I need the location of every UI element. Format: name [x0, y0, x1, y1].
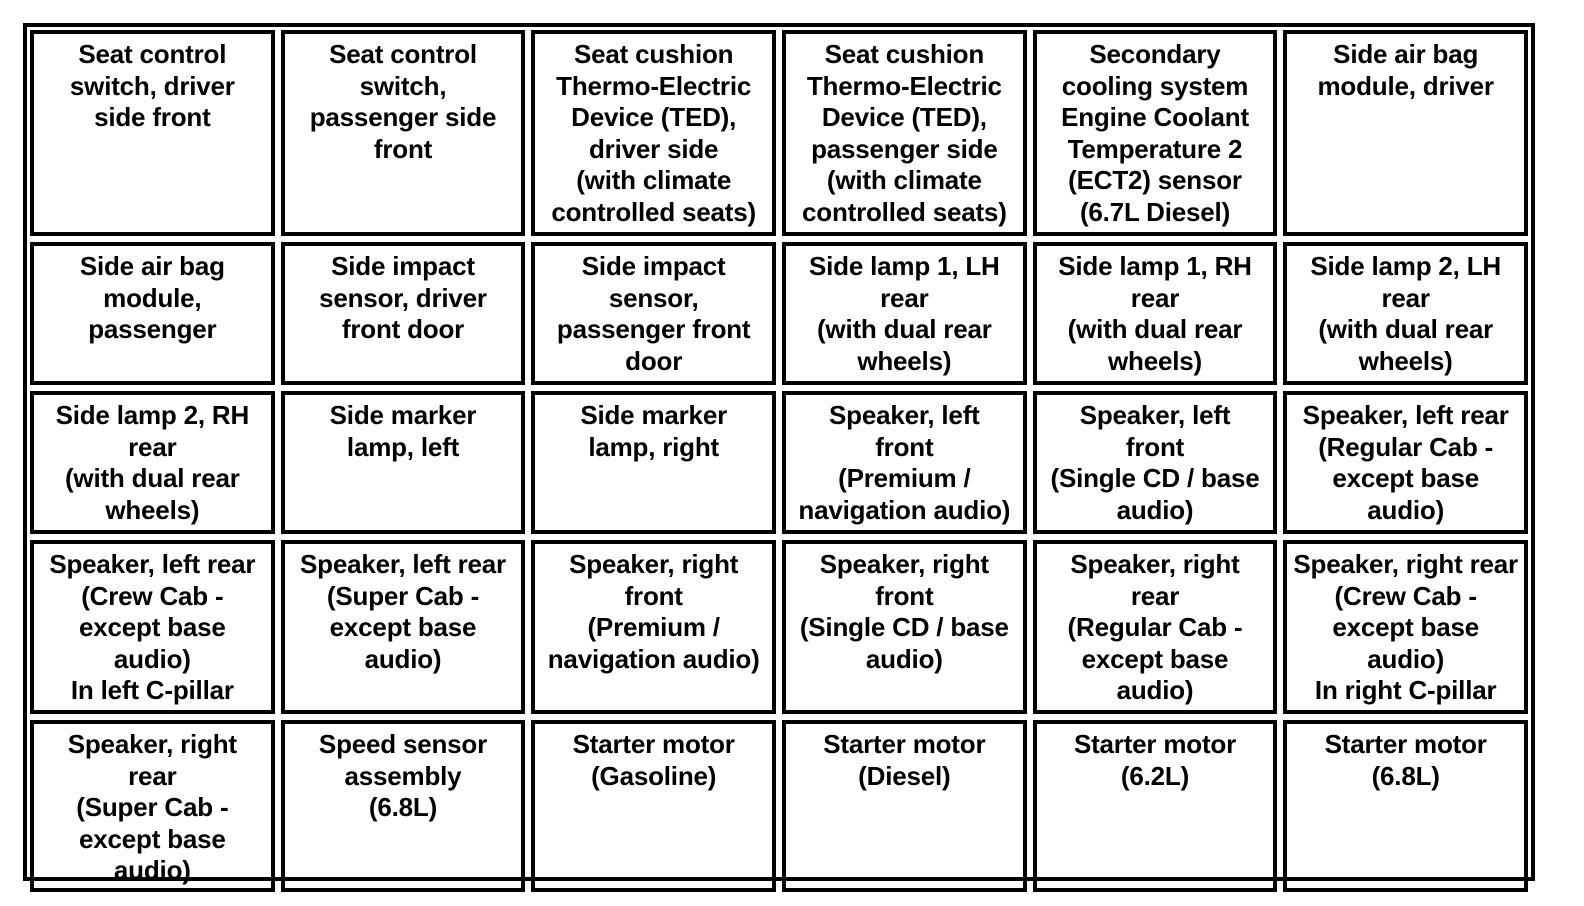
table-cell: [531, 720, 776, 892]
cell-label: Speaker, left rear (Regular Cab - except base audio): [1302, 400, 1509, 525]
cell-label: Side impact sensor, driver front door: [319, 251, 487, 344]
cell-label: Side impact sensor, passenger front door: [556, 251, 751, 376]
table-cell: [1283, 391, 1528, 534]
table-cell: [782, 30, 1027, 236]
table-cell: [281, 30, 526, 236]
table-cell: [531, 540, 776, 714]
table-cell: [1033, 30, 1278, 236]
table-cell: [782, 391, 1027, 534]
cell-label: Seat control switch, driver side front: [69, 39, 235, 132]
cell-label: Starter motor (6.2L): [1073, 729, 1237, 791]
cell-label: Speed sensor assembly (6.8L): [318, 729, 488, 822]
cell-label: Side lamp 2, RH rear (with dual rear wheels): [55, 400, 250, 525]
table-cell: [1283, 540, 1528, 714]
cell-label: Speaker, right rear (Super Cab - except base audio): [67, 729, 237, 885]
table-cell: [1033, 242, 1278, 385]
cell-label: Speaker, right front (Single CD / base audio): [799, 549, 1009, 674]
cell-label: Side air bag module, driver: [1317, 39, 1494, 101]
cell-label: Side lamp 2, LH rear (with dual rear wheels): [1310, 251, 1501, 376]
table-cell: [1283, 30, 1528, 236]
table-cell: [782, 242, 1027, 385]
cell-label: Seat control switch, passenger side front: [309, 39, 497, 164]
table-cell: [531, 242, 776, 385]
cell-label: Seat cushion Thermo-Electric Device (TED), passenger side (with climate controlled seats): [802, 39, 1007, 227]
table-cell: [782, 720, 1027, 892]
cell-label: Secondary cooling system Engine Coolant Temperature 2 (ECT2) sensor (6.7L Diesel): [1061, 39, 1249, 227]
table-cell: [30, 242, 275, 385]
table-cell: [1283, 242, 1528, 385]
table-cell: [281, 540, 526, 714]
cell-label: Side lamp 1, RH rear (with dual rear wheels): [1058, 251, 1252, 376]
cell-label: Side lamp 1, LH rear (with dual rear wheels): [809, 251, 1000, 376]
table-cell: [1033, 391, 1278, 534]
cell-label: Side marker lamp, right: [580, 400, 727, 462]
table-cell: [1033, 720, 1278, 892]
cell-label: Side marker lamp, left: [329, 400, 477, 462]
table-cell: [30, 30, 275, 236]
component-table: [23, 23, 1535, 885]
table-cell: [281, 720, 526, 892]
cell-label: Seat cushion Thermo-Electric Device (TED), driver side (with climate controlled seats): [551, 39, 756, 227]
table-cell: [531, 30, 776, 236]
table-cell: [30, 720, 275, 892]
cell-label: Speaker, left rear (Crew Cab - except base audio) In left C-pillar: [49, 549, 256, 705]
table-cell: [281, 391, 526, 534]
table-cell: [782, 540, 1027, 714]
table-cell: [1283, 720, 1528, 892]
component-grid: [30, 30, 1528, 885]
table-cell: [281, 242, 526, 385]
cell-label: Side air bag module, passenger: [79, 251, 225, 344]
table-cell: [531, 391, 776, 534]
cell-label: Speaker, left front (Single CD / base audio): [1050, 400, 1260, 525]
cell-label: Speaker, right rear (Crew Cab - except base audio) In right C-pillar: [1293, 549, 1518, 705]
cell-label: Starter motor (6.8L): [1324, 729, 1487, 791]
table-cell: [1033, 540, 1278, 714]
cell-label: Speaker, left front (Premium / navigation audio): [798, 400, 1011, 525]
cell-label: Speaker, right front (Premium / navigation audio): [547, 549, 760, 674]
table-cell: [30, 391, 275, 534]
cell-label: Speaker, left rear (Super Cab - except base audio): [300, 549, 506, 674]
cell-label: Starter motor (Gasoline): [572, 729, 735, 791]
cell-label: Speaker, right rear (Regular Cab - except base audio): [1067, 549, 1243, 705]
cell-label: Starter motor (Diesel): [823, 729, 986, 791]
table-cell: [30, 540, 275, 714]
